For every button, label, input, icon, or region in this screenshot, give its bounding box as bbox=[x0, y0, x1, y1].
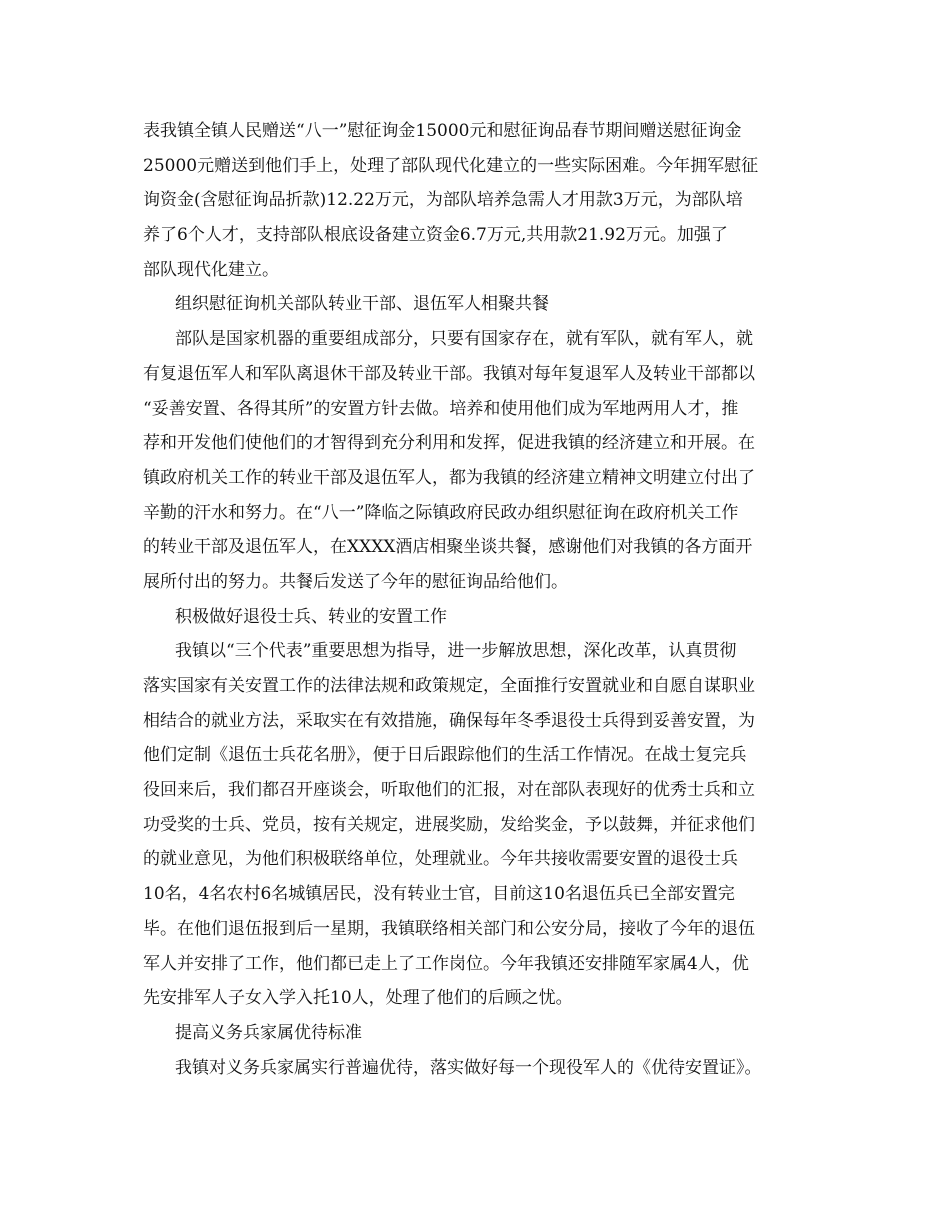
text-line: 役回来后，我们都召开座谈会，听取他们的汇报，对在部队表现好的优秀士兵和立 bbox=[143, 780, 755, 801]
text-line: 功受奖的士兵、党员，按有关规定，进展奖励，发给奖金，予以鼓舞，并征求他们 bbox=[143, 814, 755, 835]
text-line: 养了6个人才，支持部队根底设备建立资金6.7万元,共用款21.92万元。加强了 bbox=[143, 225, 728, 246]
paragraph-first-line: 部队是国家机器的重要组成部分，只要有国家存在，就有军队，就有军人，就 bbox=[175, 329, 753, 350]
text-line: “妥善安置、各得其所”的安置方针去做。培养和使用他们成为军地两用人才，推 bbox=[143, 398, 739, 419]
text-line: 有复退伍军人和军队离退休干部及转业干部。我镇对每年复退军人及转业干部都以 bbox=[143, 363, 755, 384]
text-line: 的就业意见，为他们积极联络单位，处理就业。今年共接收需要安置的退役士兵 bbox=[143, 849, 738, 870]
text-line: 军人并安排了工作，他们都已走上了工作岗位。今年我镇还安排随军家属4人，优 bbox=[143, 953, 749, 974]
paragraph-first-line: 积极做好退役士兵、转业的安置工作 bbox=[175, 606, 447, 627]
document-body bbox=[143, 114, 823, 1085]
text-lines bbox=[143, 114, 823, 1085]
text-line: 25000元赠送到他们手上，处理了部队现代化建立的一些实际困难。今年拥军慰征 bbox=[143, 155, 759, 176]
paragraph-first-line: 我镇以“三个代表”重要思想为指导，进一步解放思想，深化改革，认真贯彻 bbox=[175, 641, 737, 662]
text-line: 荐和开发他们使他们的才智得到充分利用和发挥，促进我镇的经济建立和开展。在 bbox=[143, 433, 755, 454]
text-line: 10名，4名农村6名城镇居民，没有转业士官，目前这10名退伍兵已全部安置完 bbox=[143, 884, 735, 905]
text-line: 先安排军人子女入学入托10人，处理了他们的后顾之忧。 bbox=[143, 988, 573, 1009]
text-line: 毕。在他们退伍报到后一星期，我镇联络相关部门和公安分局，接收了今年的退伍 bbox=[143, 918, 755, 939]
text-line: 表我镇全镇人民赠送“八一”慰征询金15000元和慰征询品春节期间赠送慰征询金 bbox=[143, 121, 742, 141]
text-line: 部队现代化建立。 bbox=[143, 259, 279, 280]
text-line: 相结合的就业方法，采取实在有效措施，确保每年冬季退役士兵得到妥善安置，为 bbox=[143, 710, 755, 731]
paragraph-first-line: 我镇对义务兵家属实行普遍优待，落实做好每一个现役军人的《优待安置证》。 bbox=[175, 1057, 762, 1078]
text-line: 展所付出的努力。共餐后发送了今年的慰征询品给他们。 bbox=[143, 571, 568, 592]
text-line: 镇政府机关工作的转业干部及退伍军人，都为我镇的经济建立精神文明建立付出了 bbox=[143, 467, 755, 488]
paragraph-first-line: 组织慰征询机关部队转业干部、退伍军人相聚共餐 bbox=[175, 294, 549, 315]
text-line: 询资金(含慰征询品折款)12.22万元，为部队培养急需人才用款3万元，为部队培 bbox=[143, 190, 743, 211]
paragraph-first-line: 提高义务兵家属优待标准 bbox=[175, 1022, 362, 1043]
text-line: 辛勤的汗水和努力。在“八一”降临之际镇政府民政办组织慰征询在政府机关工作 bbox=[143, 502, 739, 523]
text-line: 他们定制《退伍士兵花名册》，便于日后跟踪他们的生活工作情况。在战士复完兵 bbox=[143, 745, 747, 766]
text-line: 落实国家有关安置工作的法律法规和政策规定，全面推行安置就业和自愿自谋职业 bbox=[143, 676, 755, 696]
text-line: 的转业干部及退伍军人，在XXXX酒店相聚坐谈共餐，感谢他们对我镇的各方面开 bbox=[143, 537, 753, 558]
